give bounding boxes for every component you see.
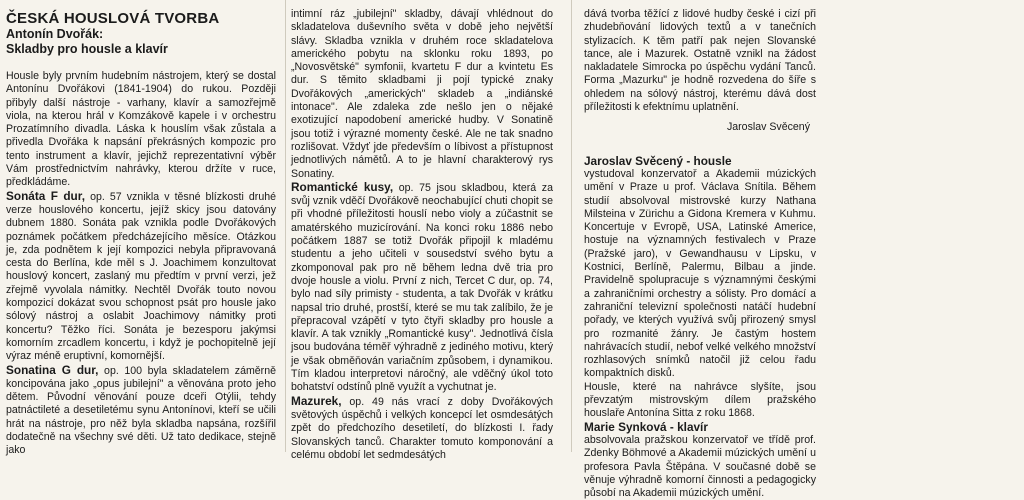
mazurek-heading: Mazurek, bbox=[291, 393, 342, 408]
romantic-pieces-heading: Romantické kusy, bbox=[291, 179, 394, 194]
fold-line-2 bbox=[571, 0, 572, 452]
sonatina-paragraph bbox=[6, 364, 276, 458]
composer-name: Antonín Dvořák: bbox=[6, 27, 104, 41]
column-2 bbox=[291, 8, 553, 462]
pianist-bio: absolvovala pražskou konzervatoř ve třídě prof. Zdenky Böhmové a Akademii múzických umění u profesora Pavla Štěpána. V současné době se věnuje výhradně komorní činnosti a pedagogicky působí na Akademii múzických umění. bbox=[584, 433, 816, 500]
sonata-f-paragraph bbox=[6, 190, 276, 364]
pianist-heading: Marie Synková - klavír bbox=[584, 419, 708, 434]
violin-note: Housle, které na nahrávce slyšíte, jsou převzatým mistrovským dílem pražského houslaře Antonína Sitta z roku 1868. bbox=[584, 380, 816, 420]
author-signature: Jaroslav Svěcený bbox=[726, 121, 810, 134]
sonata-f-text: op. 57 vznikla v těsné blízkosti druhé verze houslového koncertu, jejíž skicy jsou datovány dubnem 1880. Sonáta pak vznikla podle Dvořákových poznámek počátkem předcházejícího měsíce. Otázkou je, zda podnětem k její kompozici nebyla připravovaná cesta do Berlína, kde měl s J. Joachimem konzultovat houslový koncert, zaslaný mu předtím v první verzi, jež zřejmě vyvolala námitky. Nechtěl Dvořák touto novou kompozicí dokázat svou schopnost psát pro housle jako sólový nástroj a oslabit Joachimovy námitky proti koncertu? Těžko říci. Sonáta je bezesporu jakýmsi komorním zrcadlem koncertu, i když je pochopitelně její výraz méně eruptivní, komornější. bbox=[6, 190, 276, 363]
mazurek-text: op. 49 nás vrací z doby Dvořákových světových úspěchů i velkých koncepcí let osmdesátých zpět do předchozího desetiletí, do blízkosti I. řady Slovanských tanců. Charakter tomuto komponování a celému období let sedmdesátých bbox=[291, 395, 553, 461]
violinist-heading: Jaroslav Svěcený - housle bbox=[584, 153, 732, 168]
mazurek-continued: dává tvorba těžící z lidové hudby české i cizí při zhudebňování lidových textů a v tanečních stylizacích. K těm patří pak nejen Slovanské tance, ale i Mazurek. Ostatně vznikl na žádost nakladatele Simrocka po úspěchu vydání Tanců. Forma „Mazurku" je hodně rozvedena do šíře s ohledem na sólový nástroj, kterému dává dost příležitosti k efektnímu uplatnění. bbox=[584, 8, 816, 114]
column-1 bbox=[6, 10, 276, 458]
violinist-bio: vystudoval konzervatoř a Akademii múzických umění v Praze u prof. Václava Snítila. Během studií absolvoval mistrovské kurzy Nathana Milsteina v Zürichu a Gidona Kremera v Kuhmu. Koncertuje v Evropě, USA, Latinské Americe, hostuje na významných festivalech v Praze (Pražské jaro), v Gewandhausu v Lipsku, v Kostnici, Berlíně, Palermu, Bilbau a jinde. Pravidelně spolupracuje s významnými českými a zahraničními orchestry a sólisty. Pro domácí a zahraniční televizní společnosti natáčí hudební pořady, ve kterých využívá svůj přirozený smysl pro rozmanité žánry. Je častým hostem nahrávacích studií, nebof velké velkého množství rozhlasových snímků natočil již celou řadu kompaktních disků. bbox=[584, 167, 816, 380]
fold-line-1 bbox=[285, 0, 286, 452]
column-3 bbox=[584, 8, 816, 500]
sonatina-text: op. 100 byla skladatelem záměrně koncipována jako „opus jubilejní" a věnována proto jeho dětem. Původní věnování pouze dceři Otýlii, tehdy patnáctileté a desetiletému synu Antonínovi, kteří se učili hrát na nástroje, pro něž byla skladba napsána, rozšířil dodatečně na všechny své děti. Už tato dedikace, stejně jako bbox=[6, 364, 276, 457]
sonatina-continued: intimní ráz „jubilejní" skladby, dávají vhlédnout do skladatelova duševního světa v době jeho největší slávy. Skladba vznikla v druhém roce skladatelova amerického pobytu na sklonku roku 1893, po „Novosvětské" symfonii, kvartetu F dur a kvintetu Es dur. S těmito skladbami ji pojí typické znaky Dvořákových „amerických" skladeb a „indiánské intonace". Ale zdaleka zde nešlo jen o nějaké exotizující napodobení americké hudby. V Sonatině jsou totiž i výrazné momenty české. Ale ne tak snadno rozlišovat. Vždyť jde především o líbivost a přístupnost jednotlivých námětů. A to je hlavní charakterový rys Sonatiny. bbox=[291, 8, 553, 180]
romantic-pieces-text: op. 75 jsou skladbou, která za svůj vznik vděčí Dvořákově neochabující chuti chopit se při vhodné příležitosti houslí nebo violy a zúčastnit se amatérského muzicírování. Na konci roku 1886 nebo počátkem 1887 se totiž Dvořák připojil k mladému studentu a jeho učiteli v sousedství svého bytu a zkomponoval pak pro ně během ledna dvě tria pro dvoje housle a violu. První z nich, Tercet C dur, op. 74, bylo nad síly primisty - studenta, a tak Dvořák v krátku napsal trio druhé, prostší, které se mu tak zalíbilo, že je přepracoval vzápětí v tyto čtyři skladby pro housle a klavír. A tak vznikly „Romantické kusy". Jednotlivá čísla jsou budována téměř výhradně z jediného motivu, který je však obměňován variačním způsobem, i dynamikou. Tím kladou interpretovi náročný, ale vděčný úkol toto bohatství odstínů plně využít a vychutnat je. bbox=[291, 181, 553, 394]
intro-paragraph: Housle byly prvním hudebním nástrojem, který se dostal Antonínu Dvořákovi (1841-1904) do rukou. Později přibyly další nástroje - varhany, klavír a samozřejmě viola, na kterou hrál v Komzákově kapele i v orchestru Prozatímního divadla. Láska k houslím však zůstala a přivedla Dvořáka k napsání překrásných kompozic pro tento instrument a klavír, jejichž reprezentativní výběr Vám prostřednictvím nahrávky, kterou držíte v ruce, předkládáme. bbox=[6, 70, 276, 189]
romantic-pieces-paragraph bbox=[291, 181, 553, 395]
sonata-f-heading: Sonáta F dur, bbox=[6, 188, 85, 203]
booklet-subtitle: Skladby pro housle a klavír bbox=[6, 42, 168, 56]
sonatina-heading: Sonatina G dur, bbox=[6, 362, 99, 377]
booklet-title: ČESKÁ HOUSLOVÁ TVORBA bbox=[6, 10, 220, 27]
